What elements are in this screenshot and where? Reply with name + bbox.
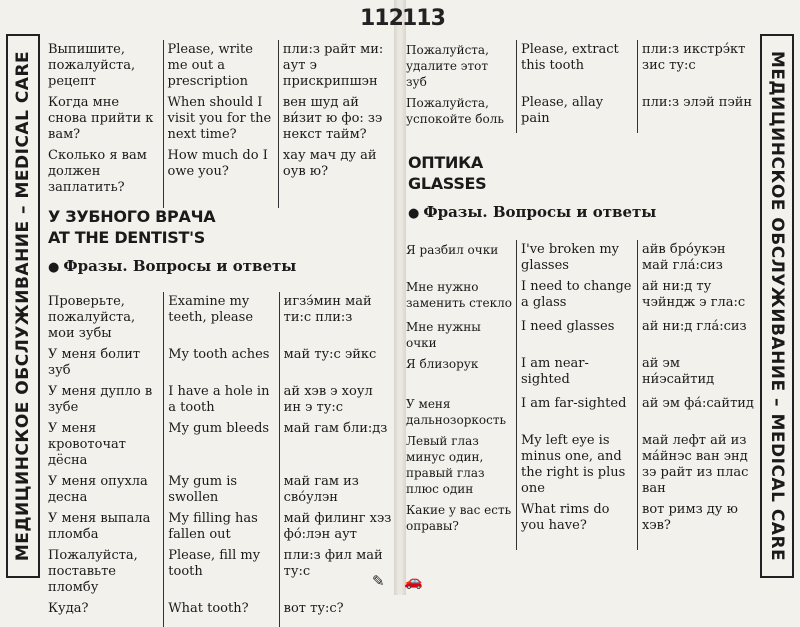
transcription: ай хэв э хоул ин э ту:с bbox=[279, 382, 396, 419]
english-phrase: I need to change a glass bbox=[517, 277, 638, 317]
section-title: У ЗУБНОГО ВРАЧА AT THE DENTIST'S bbox=[48, 207, 216, 247]
english-phrase: Please, fill my tooth bbox=[164, 546, 279, 599]
phrase-row bbox=[402, 394, 758, 431]
right-page bbox=[400, 0, 800, 595]
transcription: май гам бли:дз bbox=[279, 419, 396, 472]
pencil-icon: ✎ bbox=[372, 572, 385, 590]
chapter-sidebar bbox=[6, 34, 40, 578]
russian-phrase: Сколько я вам должен заплатить? bbox=[48, 148, 147, 195]
russian-phrase: У меня болит зуб bbox=[48, 347, 141, 378]
phrase-table bbox=[402, 240, 758, 550]
russian-phrase: У меня дальнозоркость bbox=[406, 397, 506, 427]
english-phrase: My gum is swollen bbox=[164, 472, 279, 509]
phrase-row bbox=[402, 93, 758, 133]
phrase-row bbox=[402, 277, 758, 317]
english-phrase: When should I visit you for the next time? bbox=[163, 93, 278, 146]
page-number: 113 bbox=[402, 6, 445, 31]
phrase-row bbox=[44, 472, 396, 509]
phrase-row bbox=[402, 40, 758, 93]
russian-phrase: Пожалуйста, поставьте пломбу bbox=[48, 548, 138, 595]
english-phrase: My left eye is minus one, and the right is plus one bbox=[517, 431, 638, 500]
phrase-row bbox=[402, 500, 758, 550]
russian-phrase: У меня кровоточат дёсна bbox=[48, 421, 126, 468]
russian-phrase: Мне нужны очки bbox=[406, 320, 481, 350]
russian-phrase: Мне нужно заменить стекло bbox=[406, 280, 512, 310]
english-phrase: I need glasses bbox=[517, 317, 638, 354]
english-phrase: Please, allay pain bbox=[517, 93, 638, 133]
english-phrase: My gum bleeds bbox=[164, 419, 279, 472]
transcription: пли:з икстрэ́кт зис ту:с bbox=[638, 40, 759, 93]
russian-phrase: Пожалуйста, успокойте боль bbox=[406, 96, 504, 126]
transcription: вен шуд ай ви́зит ю фо: зэ некст тайм? bbox=[278, 93, 396, 146]
russian-phrase: Пожалуйста, удалите этот зуб bbox=[406, 43, 489, 89]
left-page bbox=[0, 0, 403, 616]
phrase-row bbox=[402, 317, 758, 354]
phrase-row bbox=[402, 431, 758, 500]
transcription: ай ни:д гла́:сиз bbox=[638, 317, 759, 354]
russian-phrase: Какие у вас есть оправы? bbox=[406, 503, 512, 533]
transcription: ай эм фа́:сайтид bbox=[638, 394, 759, 431]
transcription: май лефт ай из ма́йнэс ван энд зэ райт из плас ван bbox=[638, 431, 759, 500]
transcription: вот римз ду ю хэв? bbox=[638, 500, 759, 550]
russian-phrase: У меня опухла десна bbox=[48, 474, 148, 505]
bullet-icon: ● bbox=[408, 206, 420, 221]
phrase-row bbox=[402, 240, 758, 277]
chapter-title: МЕДИЦИНСКОЕ ОБСЛУЖИВАНИЕ – MEDICAL CARE bbox=[767, 50, 787, 562]
transcription: пли:з фил май ту:с bbox=[279, 546, 396, 599]
transcription: ай ни:д ту чэйндж э гла:с bbox=[638, 277, 759, 317]
transcription: пли:з райт ми: аут э прискрипшэн bbox=[278, 40, 396, 93]
english-phrase: What rims do you have? bbox=[517, 500, 638, 550]
transcription: айв бро́укэн май гла́:сиз bbox=[638, 240, 759, 277]
english-phrase: Examine my teeth, please bbox=[164, 292, 279, 345]
chapter-sidebar bbox=[760, 34, 794, 578]
english-phrase: I am far-sighted bbox=[517, 394, 638, 431]
chapter-title: МЕДИЦИНСКОЕ ОБСЛУЖИВАНИЕ – MEDICAL CARE bbox=[13, 50, 33, 562]
phrase-table bbox=[44, 40, 396, 208]
russian-phrase: Когда мне снова прийти к вам? bbox=[48, 95, 154, 142]
english-phrase: My filling has fallen out bbox=[164, 509, 279, 546]
transcription: хау мач ду ай оув ю? bbox=[278, 146, 396, 208]
english-phrase: Please, extract this tooth bbox=[517, 40, 638, 93]
russian-phrase: Проверьте, пожалуйста, мои зубы bbox=[48, 294, 136, 341]
phrase-table bbox=[402, 40, 758, 133]
car-icon: 🚗 bbox=[404, 572, 423, 590]
transcription: пли:з элэй пэйн bbox=[638, 93, 759, 133]
phrase-row bbox=[44, 382, 396, 419]
page-number: 112 bbox=[360, 6, 403, 31]
phrase-row bbox=[402, 354, 758, 394]
transcription: игзэ́мин май ти:с пли:з bbox=[279, 292, 396, 345]
english-phrase: I am near-sighted bbox=[517, 354, 638, 394]
english-phrase: What tooth? bbox=[164, 599, 279, 627]
english-phrase: My tooth aches bbox=[164, 345, 279, 382]
russian-phrase: Куда? bbox=[48, 601, 89, 616]
bullet-icon: ● bbox=[48, 260, 60, 275]
russian-phrase: У меня выпала пломба bbox=[48, 511, 151, 542]
transcription: ай эм ни́эсайтид bbox=[638, 354, 759, 394]
phrase-row bbox=[44, 509, 396, 546]
phrase-row bbox=[44, 146, 396, 208]
russian-phrase: У меня дупло в зубе bbox=[48, 384, 153, 415]
subheading: ● Фразы. Вопросы и ответы bbox=[408, 203, 657, 221]
transcription: май гам из сво́улэн bbox=[279, 472, 396, 509]
transcription: май ту:с эйкс bbox=[279, 345, 396, 382]
english-phrase: Please, write me out a prescription bbox=[163, 40, 278, 93]
phrase-table bbox=[44, 292, 396, 627]
subheading: ● Фразы. Вопросы и ответы bbox=[48, 257, 297, 275]
phrase-row bbox=[44, 546, 396, 599]
section-title: ОПТИКА GLASSES bbox=[408, 153, 487, 193]
phrase-row bbox=[44, 599, 396, 627]
phrase-row bbox=[44, 292, 396, 345]
phrase-row bbox=[44, 93, 396, 146]
phrase-row bbox=[44, 345, 396, 382]
english-phrase: How much do I owe you? bbox=[163, 146, 278, 208]
russian-phrase: Я близорук bbox=[406, 357, 479, 371]
english-phrase: I have a hole in a tooth bbox=[164, 382, 279, 419]
russian-phrase: Выпишите, пожалуйста, рецепт bbox=[48, 42, 136, 89]
phrase-row bbox=[44, 40, 396, 93]
russian-phrase: Я разбил очки bbox=[406, 243, 499, 257]
transcription: май филинг хэз фо́:лэн аут bbox=[279, 509, 396, 546]
russian-phrase: Левый глаз минус один, правый глаз плюс один bbox=[406, 434, 485, 496]
phrase-row bbox=[44, 419, 396, 472]
english-phrase: I've broken my glasses bbox=[517, 240, 638, 277]
transcription: вот ту:с? bbox=[279, 599, 396, 627]
